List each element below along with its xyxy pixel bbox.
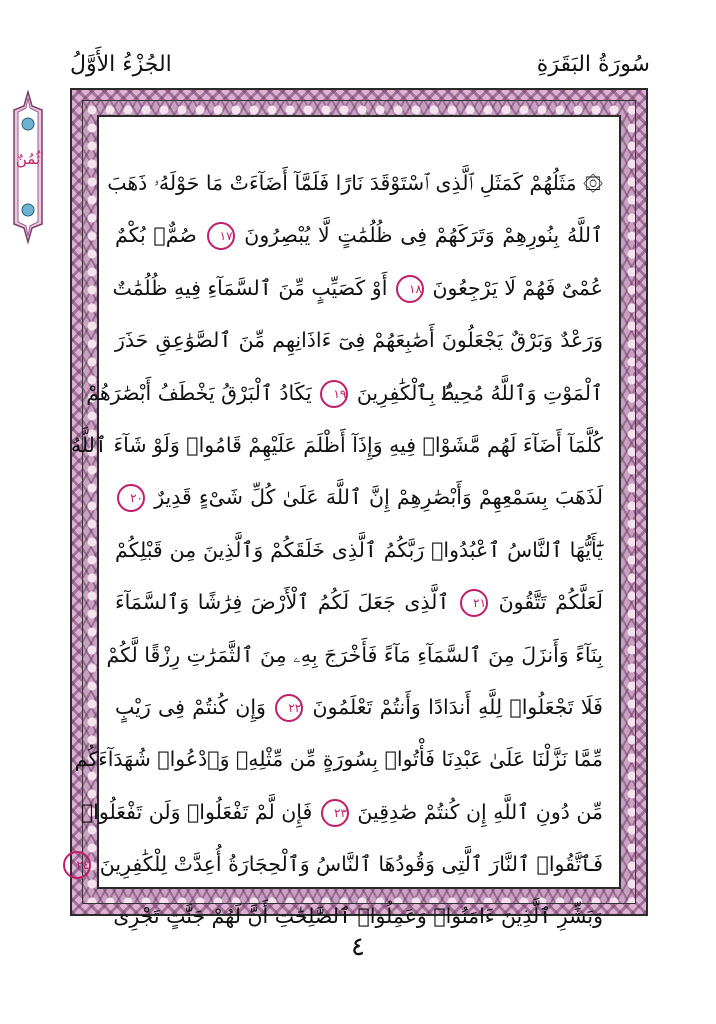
ayah-end-marker: ٢٣: [321, 799, 349, 827]
ayah-end-marker: ١٨: [396, 275, 424, 303]
verse-text-block: [70, 157, 603, 943]
marker-label: ثُمُنٌ: [15, 150, 41, 168]
verse-line: ۞ مَثَلُهُمْ كَمَثَلِ ٱلَّذِى ٱسْتَوْقَدَ نَارًا فَلَمَّآ أَضَآءَتْ مَا حَوْلَهُۥ ذَهَبَ: [107, 171, 603, 195]
verse-line: ٱللَّهُ بِنُورِهِمْ وَتَرَكَهُمْ فِى ظُلُمَٰتٍ لَّا يُبْصِرُونَ ١٧ صُمٌّۢ بُكْمٌ: [115, 209, 603, 261]
verse-line: ٱلْمَوْتِ وَٱللَّهُ مُحِيطٌۢ بِٱلْكَٰفِرِينَ ١٩ يَكَادُ ٱلْبَرْقُ يَخْطَفُ أَبْصَٰرَهُمْ: [115, 367, 603, 419]
ayah-end-marker: ٢٤: [63, 851, 91, 879]
hizb-quarter-marker: [8, 92, 48, 242]
verse-line: مِّن دُونِ ٱللَّهِ إِن كُنتُمْ صَٰدِقِينَ ٢٣ فَإِن لَّمْ تَفْعَلُوا۟ وَلَن تَفْعَلُوا۟: [115, 786, 603, 838]
ayah-end-marker: ١٧: [207, 222, 235, 250]
verse-line: وَرَعْدٌ وَبَرْقٌ يَجْعَلُونَ أَصَٰبِعَهُمْ فِىٓ ءَاذَانِهِم مِّنَ ٱلصَّوَٰعِقِ حَذَرَ: [115, 328, 603, 353]
verse-line: فَلَا تَجْعَلُوا۟ لِلَّهِ أَندَادًا وَأَنتُمْ تَعْلَمُونَ ٢٢ وَإِن كُنتُمْ فِى رَيْبٍ: [115, 681, 603, 733]
ornamental-border: [70, 100, 636, 929]
verse-line: فَٱتَّقُوا۟ ٱلنَّارَ ٱلَّتِى وَقُودُهَا ٱلنَّاسُ وَٱلْحِجَارَةُ أُعِدَّتْ لِلْكَٰفِرِينَ ٢٤: [115, 838, 603, 890]
ayah-end-marker: ٢٢: [275, 694, 303, 722]
verse-line: لَعَلَّكُمْ تَتَّقُونَ ٢١ ٱلَّذِى جَعَلَ لَكُمُ ٱلْأَرْضَ فِرَٰشًا وَٱلسَّمَآءَ: [115, 576, 603, 628]
page-header: [70, 52, 650, 86]
verse-line: يَٰٓأَيُّهَا ٱلنَّاسُ ٱعْبُدُوا۟ رَبَّكُمُ ٱلَّذِى خَلَقَكُمْ وَٱلَّذِينَ مِن قَبْلِكُمْ: [115, 537, 603, 562]
text-panel: [70, 115, 621, 929]
verse-line: كُلَّمَآ أَضَآءَ لَهُم مَّشَوْا۟ فِيهِ وَإِذَآ أَظْلَمَ عَلَيْهِمْ قَامُوا۟ وَلَوْ شَآءَ ٱللَّهُ: [70, 432, 603, 457]
surah-name: سُورَةُ البَقَرَةِ: [536, 52, 650, 77]
juz-name: الجُزْءُ الأَوَّلُ: [70, 52, 172, 77]
verse-line: لَذَهَبَ بِسَمْعِهِمْ وَأَبْصَٰرِهِمْ إِنَّ ٱللَّهَ عَلَىٰ كُلِّ شَىْءٍ قَدِيرٌ ٢٠: [115, 471, 603, 523]
verse-line: وَبَشِّرِ ٱلَّذِينَ ءَامَنُوا۟ وَعَمِلُوا۟ ٱلصَّٰلِحَٰتِ أَنَّ لَهُمْ جَنَّٰتٍ تَجْرِى: [113, 904, 603, 929]
page-border-frame: [70, 88, 648, 929]
verse-line: مِّمَّا نَزَّلْنَا عَلَىٰ عَبْدِنَا فَأْتُوا۟ بِسُورَةٍ مِّن مِّثْلِهِۦ وَٱدْعُوا۟ شُهَدَآءَكُم: [74, 747, 603, 772]
verse-line: عُمْىٌ فَهُمْ لَا يَرْجِعُونَ ١٨ أَوْ كَصَيِّبٍ مِّنَ ٱلسَّمَآءِ فِيهِ ظُلُمَٰتٌ: [115, 262, 603, 314]
ayah-end-marker: ٢٠: [117, 484, 145, 512]
page-number: ٤: [351, 932, 365, 962]
ayah-end-marker: ٢١: [460, 589, 488, 617]
ayah-end-marker: ١٩: [320, 380, 348, 408]
verse-line: بِنَآءً وَأَنزَلَ مِنَ ٱلسَّمَآءِ مَآءً فَأَخْرَجَ بِهِۦ مِنَ ٱلثَّمَرَٰتِ رِزْقًا لَّكُمْ: [106, 642, 603, 667]
